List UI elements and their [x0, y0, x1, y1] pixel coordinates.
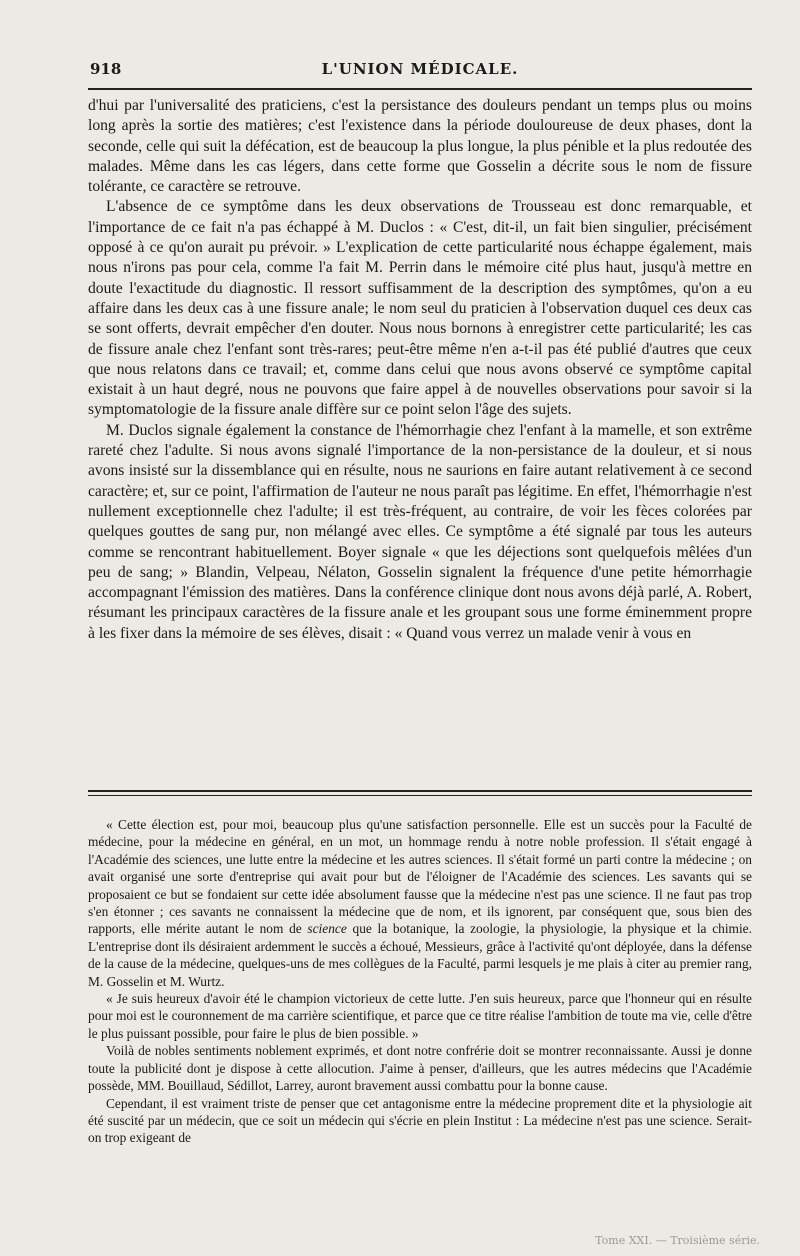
note-text-italic: science — [307, 921, 347, 937]
note-text-a: « Cette élection est, pour moi, beaucoup plus qu'une satisfaction personnelle. Elle est un succès pour la Faculté de médecine, pour la médecine en général, en un mot, un hommage rendu à notre noble profession. Il s'était engagé à l'Académie des sciences, une lutte entre la médecine et les autres sciences. Il s'était formé un parti contre la médecine ; on avait organisé une sorte d'entreprise qui avait pour but de l'éloigner de l'Académie des sciences. Les savants qui se proposaient ce but se fondaient sur cette idée absolument fausse que la médecine n'est pas une science. Il ne faut pas trop s'en étonner ; ces savants ne connaissent la médecine que de nom, et ils ignorent, par conséquent que, sous bien des rapports, elle mérite autant le nom de — [88, 817, 752, 937]
note-paragraph-2: « Je suis heureux d'avoir été le champion victorieux de cette lutte. J'en suis heureux, parce que l'honneur qui en résulte pour moi est le couronnement de ma carrière scientifique, et parce que ce titre réalise l'ambition de toute ma vie, celle d'être le plus puissant possible, pour faire le plus de bien possible. » — [88, 991, 752, 1041]
main-text — [88, 96, 752, 644]
note-paragraph-4: Cependant, il est vraiment triste de penser que cet antagonisme entre la médecine proprement dite et la physiologie ait été suscité par un médecin, que ce soit un médecin qui s'écrie en plein Institut : La médecine n'est pas une science. Serait-on trop exigeant de — [88, 1095, 752, 1146]
separator-rule-thin — [88, 795, 752, 796]
header-rule — [88, 88, 752, 90]
note-paragraph-3: Voilà de nobles sentiments noblement exprimés, et dont notre confrérie doit se montrer reconnaissante. Aussi je donne toute la publicité dont je dispose à cette allocution. J'aime à penser, d'ailleurs, que les autres médecins que l'Académie possède, MM. Bouillaud, Sédillot, Larrey, auront bravement aussi combattu pour la bonne cause. — [88, 1043, 752, 1094]
paragraph-2: L'absence de ce symptôme dans les deux observations de Trousseau est donc remarquable, et l'importance de ce fait n'a pas échappé à M. Duclos : « C'est, dit-il, un fait bien singulier, précisément opposé à ce qu'on aurait pu prévoir. » L'explication de cette particularité nous échappe également, mais nous n'irons pas pour cela, comme l'a fait M. Perrin dans le mémoire cité plus haut, jusqu'à mettre en doute l'exactitude du diagnostic. Il ressort suffisamment de la description des symptômes, qu'on a eu affaire dans les deux cas à une fissure anale; le nom seul du praticien à l'observation duquel ces deux cas se sont offerts, devrait empêcher d'en douter. Nous nous bornons à enregistrer cette particularité; les cas de fissure anale chez l'enfant sont très-rares; peut-être même n'en a-t-il pas été publié d'autres que ceux que nous relatons dans ce travail; et, comme dans celui que nous avons observé ce symptôme capital existait à un haut degré, nous ne pouvons que faire appel à de nouvelles observations pour savoir si la symptomatologie de la fissure anale diffère sur ce point selon l'âge des sujets. — [88, 198, 752, 419]
feuilleton-text — [88, 816, 752, 1147]
page-footer: Tome XXI. — Troisième série. — [595, 1234, 760, 1247]
page-number: 918 — [90, 60, 122, 78]
note-text-b: que la botanique, la zoologie, la physiologie, la physique et la chimie. L'entreprise dont ils désiraient ardemment le succès a échoué, Messieurs, grâce à l'activité qu'ont déployée, dans la défense de la cause de la médecine, quelques-uns de mes collègues de la Faculté, parmi lesquels je me plais à citer au premier rang, M. Gosselin et M. Wurtz. — [88, 921, 752, 989]
note-paragraph-1 — [88, 816, 752, 990]
paragraph-1: d'hui par l'universalité des praticiens, c'est la persistance des douleurs pendant un temps plus ou moins long après la sortie des matières; c'est l'existence dans la période douloureuse de deux phases, dont la seconde, celle qui suit la défécation, est de beaucoup la plus longue, la plus pénible et la plus redoutée des malades. Même dans les cas légers, dans cette forme que Gosselin a décrite sous le nom de fissure tolérante, ce caractère se retrouve. — [88, 97, 752, 196]
paragraph-3: M. Duclos signale également la constance de l'hémorrhagie chez l'enfant à la mamelle, et son extrême rareté chez l'adulte. Si nous avons signalé l'importance de la non-persistance de la douleur, et si nous avons insisté sur la dissemblance qui en résulte, nous ne saurions en faire autant relativement à ce second caractère; et, sur ce point, l'affirmation de l'auteur ne nous paraît pas légitime. En effet, l'hémorrhagie n'est nullement exceptionnelle chez l'adulte; il est très-fréquent, au contraire, de voir les fèces colorées par quelques gouttes de sang pur, non mélangé avec elles. Ce symptôme a été signalé par tous les auteurs comme se rencontrant habituellement. Boyer signale « que les déjections sont quelquefois mêlées d'un peu de sang; » Blandin, Velpeau, Nélaton, Gosselin signalent la fréquence d'une petite hémorrhagie accompagnant l'émission des matières. Dans la conférence clinique dont nous avons déjà parlé, A. Robert, résumant les principaux caractères de la fissure anale et les groupant sous une forme éminemment propre à les fixer dans la mémoire de ses élèves, disait : « Quand vous verrez un malade venir à vous en — [88, 421, 752, 642]
page-header — [90, 60, 750, 82]
running-title: L'UNION MÉDICALE. — [321, 60, 519, 78]
separator-rule — [88, 790, 752, 792]
